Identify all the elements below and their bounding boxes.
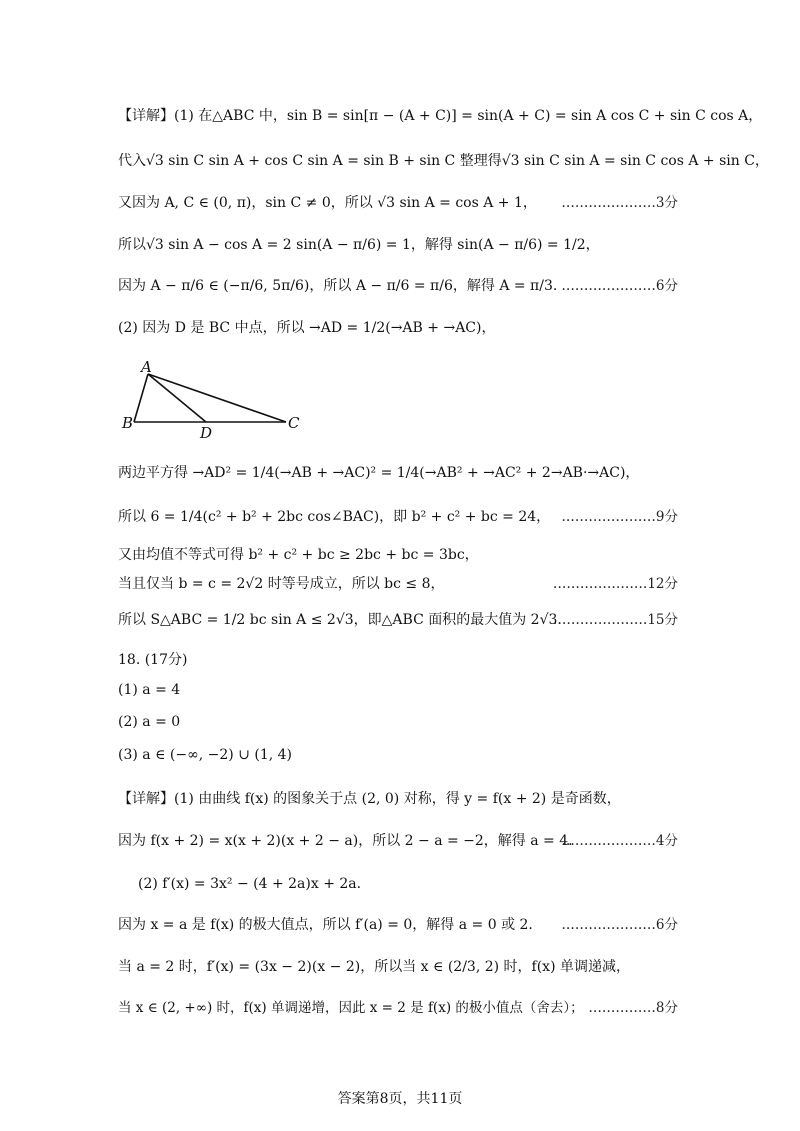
- solution-line-7: 两边平方得 →AD² = 1/4(→AB + →AC)² = 1/4(→AB² + →AC² + 2→AB·→AC)，: [118, 465, 640, 481]
- solution-line-1: 【详解】(1) 在△ABC 中，sin B = sin[π − (A + C)] = sin(A + C) = sin A cos C + sin C cos A，: [118, 108, 763, 124]
- answer-1: (1) a = 4: [118, 682, 181, 698]
- solution-line-12: 【详解】(1) 由曲线 f(x) 的图象关于点 (2, 0) 对称，得 y = f(x + 2) 是奇函数，: [118, 791, 621, 807]
- median-ad: [148, 374, 206, 422]
- solution-line-3: 又因为 A, C ∈ (0, π)，sin C ≠ 0，所以 √3 sin A = cos A + 1，: [118, 195, 537, 211]
- solution-line-8: 所以 6 = 1/4(c² + b² + 2bc cos∠BAC)，即 b² + c² + bc = 24，: [118, 509, 551, 525]
- score-mark: …………………4分: [561, 833, 678, 849]
- solution-line-13: 因为 f(x + 2) = x(x + 2)(x + 2 − a)，所以 2 − a = −2，解得 a = 4.: [118, 833, 573, 849]
- solution-line-11: 所以 S△ABC = 1/2 bc sin A ≤ 2√3，即△ABC 面积的最大值为 2√3.: [118, 612, 562, 628]
- solution-line-10: 当且仅当 b = c = 2√2 时等号成立，所以 bc ≤ 8，: [118, 576, 445, 592]
- answer-2: (2) a = 0: [118, 714, 181, 730]
- score-mark: …………………15分: [552, 612, 678, 628]
- solution-line-5: 因为 A − π/6 ∈ (−π/6, 5π/6)，所以 A − π/6 = π/6，解得 A = π/3.: [118, 278, 558, 294]
- page-footer: 答案第8页，共11页: [337, 1091, 463, 1107]
- question-heading: 18. (17分): [118, 652, 188, 668]
- side-ac: [148, 374, 286, 422]
- solution-line-9: 又由均值不等式可得 b² + c² + bc ≥ 2bc + bc = 3bc，: [118, 547, 479, 563]
- vertex-label-b: B: [122, 414, 134, 432]
- score-mark: …………………6分: [561, 278, 678, 294]
- side-ab: [134, 374, 148, 422]
- triangle-diagram: [118, 358, 318, 442]
- vertex-label-a: A: [141, 358, 152, 376]
- solution-line-4: 所以√3 sin A − cos A = 2 sin(A − π/6) = 1，解得 sin(A − π/6) = 1/2，: [118, 237, 600, 253]
- solution-line-15: 因为 x = a 是 f(x) 的极大值点，所以 f′(a) = 0，解得 a = 0 或 2.: [118, 917, 533, 933]
- answer-3: (3) a ∈ (−∞, −2) ∪ (1, 4): [118, 747, 293, 763]
- vertex-label-c: C: [288, 414, 300, 432]
- solution-line-2: 代入√3 sin C sin A + cos C sin A = sin B + sin C 整理得√3 sin C sin A = sin C cos A + sin C，: [118, 153, 769, 169]
- vertex-label-d: D: [200, 424, 213, 442]
- score-mark: …………………3分: [561, 195, 678, 211]
- score-mark: …………………12分: [552, 576, 678, 592]
- solution-line-6: (2) 因为 D 是 BC 中点，所以 →AD = 1/2(→AB + →AC)，: [118, 320, 496, 336]
- score-mark: …………………9分: [561, 509, 678, 525]
- solution-line-17: 当 x ∈ (2, +∞) 时，f(x) 单调递增，因此 x = 2 是 f(x) 的极小值点（舍去）；: [118, 1000, 584, 1016]
- solution-line-14: (2) f′(x) = 3x² − (4 + 2a)x + 2a.: [138, 876, 362, 892]
- score-mark: …………………6分: [561, 917, 678, 933]
- solution-line-16: 当 a = 2 时，f′(x) = (3x − 2)(x − 2)，所以当 x ∈ (2/3, 2) 时，f(x) 单调递减，: [118, 959, 630, 975]
- score-mark: ……………8分: [588, 1000, 678, 1016]
